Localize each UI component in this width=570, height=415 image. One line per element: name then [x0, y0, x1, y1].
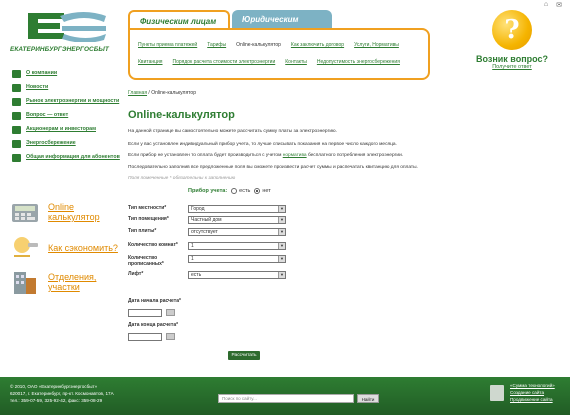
developer-logo-icon: [490, 385, 504, 401]
audience-tabs: [128, 10, 332, 30]
start-date-input[interactable]: [128, 309, 162, 317]
tab-individuals[interactable]: Физическим лицам: [128, 10, 230, 30]
lightbulb-icon: [10, 234, 40, 262]
footer-contacts: [10, 383, 114, 404]
meter-yes-label: есть: [239, 188, 251, 194]
meter-option-no[interactable]: [254, 188, 270, 194]
calculate-button[interactable]: Рассчитать: [228, 351, 260, 360]
select-value: есть: [191, 272, 202, 278]
energy-icon: [12, 140, 21, 148]
meter-option-yes[interactable]: [231, 188, 250, 194]
home-icon[interactable]: ⌂: [543, 1, 549, 8]
required-hint: Поля помеченные * обязательны к заполнению: [128, 176, 236, 181]
info-icon: [12, 154, 21, 162]
building-icon: [10, 268, 40, 296]
promo-save-label[interactable]: Как сэкономить?: [48, 243, 118, 253]
menu-item-cost-calculation[interactable]: Порядок расчета стоимости электроэнергии: [172, 59, 276, 65]
sidebar-item-shareholders[interactable]: [12, 126, 122, 134]
meter-selector: [188, 188, 271, 194]
sidebar-item-energy-saving[interactable]: [12, 140, 122, 148]
footer-search-input[interactable]: Поиск по сайту...: [218, 394, 354, 403]
start-date-label: Дата начала расчета*: [128, 298, 181, 304]
section-menu: [128, 28, 430, 80]
menu-item-energy-saving[interactable]: Недопустимость энергосбережения: [316, 59, 400, 65]
footer-address: 620017, г. Екатеринбург, пр-кт. Космонавтов, 17А: [10, 391, 114, 396]
select-value: Частный дом: [191, 217, 222, 223]
norm-paragraph: [128, 153, 548, 159]
menu-item-contract[interactable]: Как заключить договор: [290, 42, 345, 48]
question-widget: [462, 10, 562, 70]
people-icon: [12, 98, 21, 106]
locality-select[interactable]: [188, 205, 286, 213]
flag-icon: [12, 70, 21, 78]
breadcrumb-current: Online-калькулятор: [151, 90, 196, 96]
meter-paragraph: Если у вас установлен индивидуальный прибор учета, то лучше списывать показания на первое число каждого месяца.: [128, 142, 397, 147]
sidebar-item-about[interactable]: [12, 70, 122, 78]
mail-icon[interactable]: ✉: [556, 2, 562, 9]
footer-phones: тел.: 359-07-59, 325-92-42, факс: 359-08-29: [10, 398, 103, 403]
chevron-down-icon[interactable]: ▼: [278, 217, 285, 223]
menu-item-contacts[interactable]: Контакты: [285, 59, 307, 65]
footer-credits: [510, 382, 555, 403]
field-label: Количество комнат*: [128, 242, 178, 248]
sidebar-item-market[interactable]: [12, 98, 122, 106]
sidebar-item-label[interactable]: Энергосбережение: [26, 140, 76, 146]
menu-item-tariffs[interactable]: Тарифы: [207, 42, 227, 48]
menu-item-online-calculator[interactable]: Online-калькулятор: [236, 42, 281, 48]
breadcrumb: [128, 90, 196, 96]
meter-yes-radio[interactable]: [231, 188, 237, 194]
menu-item-services[interactable]: Услуги, Нормативы: [354, 42, 399, 48]
end-date-label: Дата конца расчета*: [128, 322, 179, 328]
calendar-icon[interactable]: [166, 309, 175, 316]
norm-text-before: Если прибор не установлен то оплата будет производиться с учетом: [128, 153, 283, 158]
intro-paragraph: На данной странице вы самостоятельно можете рассчитать сумму платы за электроэнергию.: [128, 129, 337, 134]
footer-copyright: © 2010, ОАО «Екатеринбургэнергосбыт»: [10, 384, 98, 389]
sidebar-item-faq[interactable]: [12, 112, 122, 120]
site-logo[interactable]: [10, 10, 122, 55]
select-value: 1: [191, 256, 194, 262]
sidebar-item-label[interactable]: Рынок электроэнергии и мощности: [26, 98, 120, 104]
meter-no-radio[interactable]: [254, 188, 260, 194]
instructions-paragraph: Последовательно заполнив все предложенные поля вы сможете произвести расчет суммы и распечатать квитанцию для оплаты.: [128, 165, 418, 170]
chevron-down-icon[interactable]: ▼: [278, 272, 285, 278]
breadcrumb-home[interactable]: Главная: [128, 90, 148, 96]
field-label: Тип помещения*: [128, 216, 169, 222]
norm-link[interactable]: норматива: [282, 153, 307, 158]
chevron-down-icon[interactable]: ▼: [278, 206, 285, 212]
field-label: Тип плиты*: [128, 228, 157, 234]
residents-select[interactable]: [188, 255, 286, 263]
sidebar-item-label[interactable]: Общая информация для абонентов: [26, 154, 120, 160]
norm-text-after: бесплатного потребления электроэнергии.: [306, 153, 404, 158]
meter-label: Прибор учета:: [188, 188, 228, 194]
promo-calculator-label[interactable]: Online калькулятор: [48, 202, 100, 222]
promo-calculator[interactable]: [10, 192, 128, 232]
question-title: Возник вопрос?: [475, 54, 549, 64]
logo-mark-icon: [24, 10, 110, 42]
sidebar-nav: [12, 70, 122, 168]
page-title: Online-калькулятор: [128, 109, 235, 121]
chevron-down-icon[interactable]: ▼: [278, 229, 285, 235]
premises-select[interactable]: [188, 216, 286, 224]
top-icons: [544, 1, 562, 9]
select-value: отсутствует: [191, 229, 218, 235]
news-icon: [12, 84, 21, 92]
question-mark-icon[interactable]: ?: [492, 10, 532, 50]
chevron-down-icon[interactable]: ▼: [278, 243, 285, 249]
menu-item-receipt[interactable]: Квитанция: [138, 59, 163, 65]
end-date-input[interactable]: [128, 333, 162, 341]
get-answer-link[interactable]: Получите ответ: [492, 64, 532, 70]
tab-legal-entities[interactable]: Юридическим: [232, 10, 332, 30]
footer: [0, 377, 570, 415]
calendar-icon[interactable]: [166, 333, 175, 340]
meter-no-label: нет: [262, 188, 271, 194]
field-label: Количество прописанных*: [128, 255, 164, 267]
logo-text: ЕКАТЕРИНБУРГЭНЕРГОСБЫТ: [10, 46, 109, 53]
shareholders-icon: [12, 126, 21, 134]
field-label: Тип местности*: [128, 205, 167, 211]
calculator-icon: [10, 198, 40, 226]
menu-row-2: [138, 59, 410, 65]
elevator-select[interactable]: [188, 271, 286, 279]
promo-offices-label[interactable]: Отделения, участки: [48, 272, 97, 292]
chevron-down-icon[interactable]: ▼: [278, 256, 285, 262]
sidebar-item-label[interactable]: Вопрос — ответ: [26, 112, 69, 118]
footer-link-site-creation[interactable]: Создание сайта: [510, 390, 545, 395]
select-value: 1: [191, 243, 194, 249]
footer-search-button[interactable]: Найти: [357, 394, 379, 403]
footer-link-developer[interactable]: «Сумма технологий»: [510, 383, 555, 388]
sidebar-item-label[interactable]: Новости: [26, 84, 49, 90]
field-label: Лифт*: [128, 271, 144, 277]
stove-select[interactable]: [188, 228, 286, 236]
breadcrumb-separator: /: [147, 90, 152, 96]
select-value: Город: [191, 206, 205, 212]
chat-icon: [12, 112, 21, 120]
footer-link-promotion[interactable]: Продвижение сайта: [510, 397, 553, 402]
sidebar-item-label[interactable]: О компании: [26, 70, 58, 76]
promo-offices[interactable]: [10, 262, 128, 302]
sidebar-item-news[interactable]: [12, 84, 122, 92]
sidebar-item-label[interactable]: Акционерам и инвесторам: [26, 126, 96, 132]
menu-row-1: [138, 42, 409, 48]
sidebar-item-subscribers[interactable]: [12, 154, 122, 162]
menu-item-payment-points[interactable]: Пункты приема платежей: [138, 42, 198, 48]
rooms-select[interactable]: [188, 242, 286, 250]
